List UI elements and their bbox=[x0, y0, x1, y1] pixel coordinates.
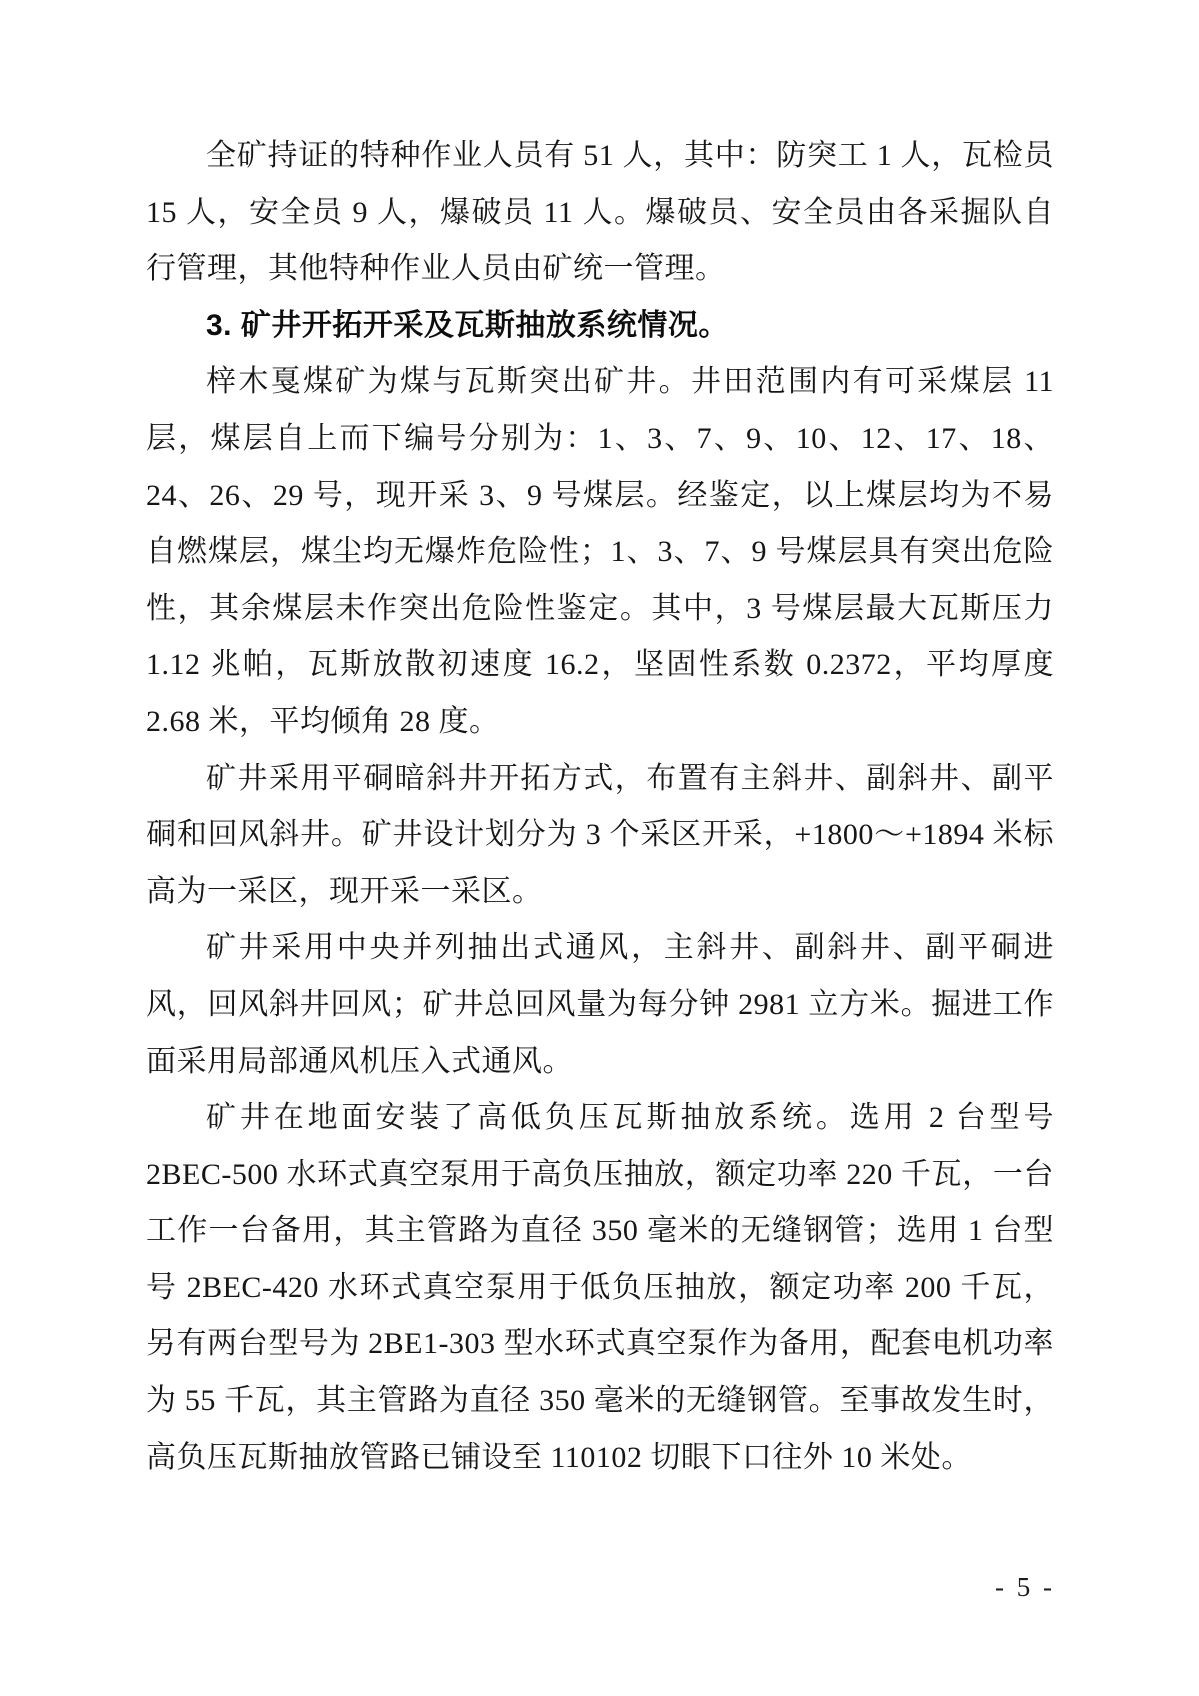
page-number: - 5 - bbox=[995, 1572, 1055, 1602]
paragraph-mine-development-method: 矿井采用平硐暗斜井开拓方式，布置有主斜井、副斜井、副平硐和回风斜井。矿井设计划分为 3 个采区开采，+1800～+1894 米标高为一采区，现开采一采区。 bbox=[146, 761, 1054, 908]
page-body-text bbox=[146, 128, 1054, 1486]
paragraph-coal-seams: 梓木戛煤矿为煤与瓦斯突出矿井。井田范围内有可采煤层 11 层，煤层自上而下编号分别为：1、3、7、9、10、12、17、18、24、26、29 号，现开采 3、9 号煤层。经鉴定，以上煤层均为不易自燃煤层，煤尘均无爆炸危险性；1、3、7、9 号煤层具有突出危险性，其余煤层未作突出危险性鉴定。其中，3 号煤层最大瓦斯压力 1.12 兆帕，瓦斯放散初速度 16.2，坚固性系数 0.2372，平均厚度 2.68 米，平均倾角 28 度。 bbox=[146, 365, 1054, 738]
paragraph-ventilation: 矿井采用中央并列抽出式通风，主斜井、副斜井、副平硐进风，回风斜井回风；矿井总回风量为每分钟 2981 立方米。掘进工作面采用局部通风机压入式通风。 bbox=[146, 931, 1054, 1078]
paragraph-special-workers: 全矿持证的特种作业人员有 51 人，其中：防突工 1 人，瓦检员 15 人，安全员 9 人，爆破员 11 人。爆破员、安全员由各采掘队自行管理，其他特种作业人员由矿统一管理。 bbox=[146, 139, 1054, 286]
paragraph-gas-drainage-system: 矿井在地面安装了高低负压瓦斯抽放系统。选用 2 台型号 2BEC-500 水环式真空泵用于高负压抽放，额定功率 220 千瓦，一台工作一台备用，其主管路为直径 350 毫米的无缝钢管；选用 1 台型号 2BEC-420 水环式真空泵用于低负压抽放，额定功率 200 千瓦，另有两台型号为 2BE1-303 型水环式真空泵作为备用，配套电机功率为 55 千瓦，其主管路为直径 350 毫米的无缝钢管。至事故发生时，高负压瓦斯抽放管路已铺设至 110102 切眼下口往外 10 米处。 bbox=[146, 1101, 1054, 1474]
section-heading-mine-development: 3. 矿井开拓开采及瓦斯抽放系统情况。 bbox=[206, 308, 729, 342]
